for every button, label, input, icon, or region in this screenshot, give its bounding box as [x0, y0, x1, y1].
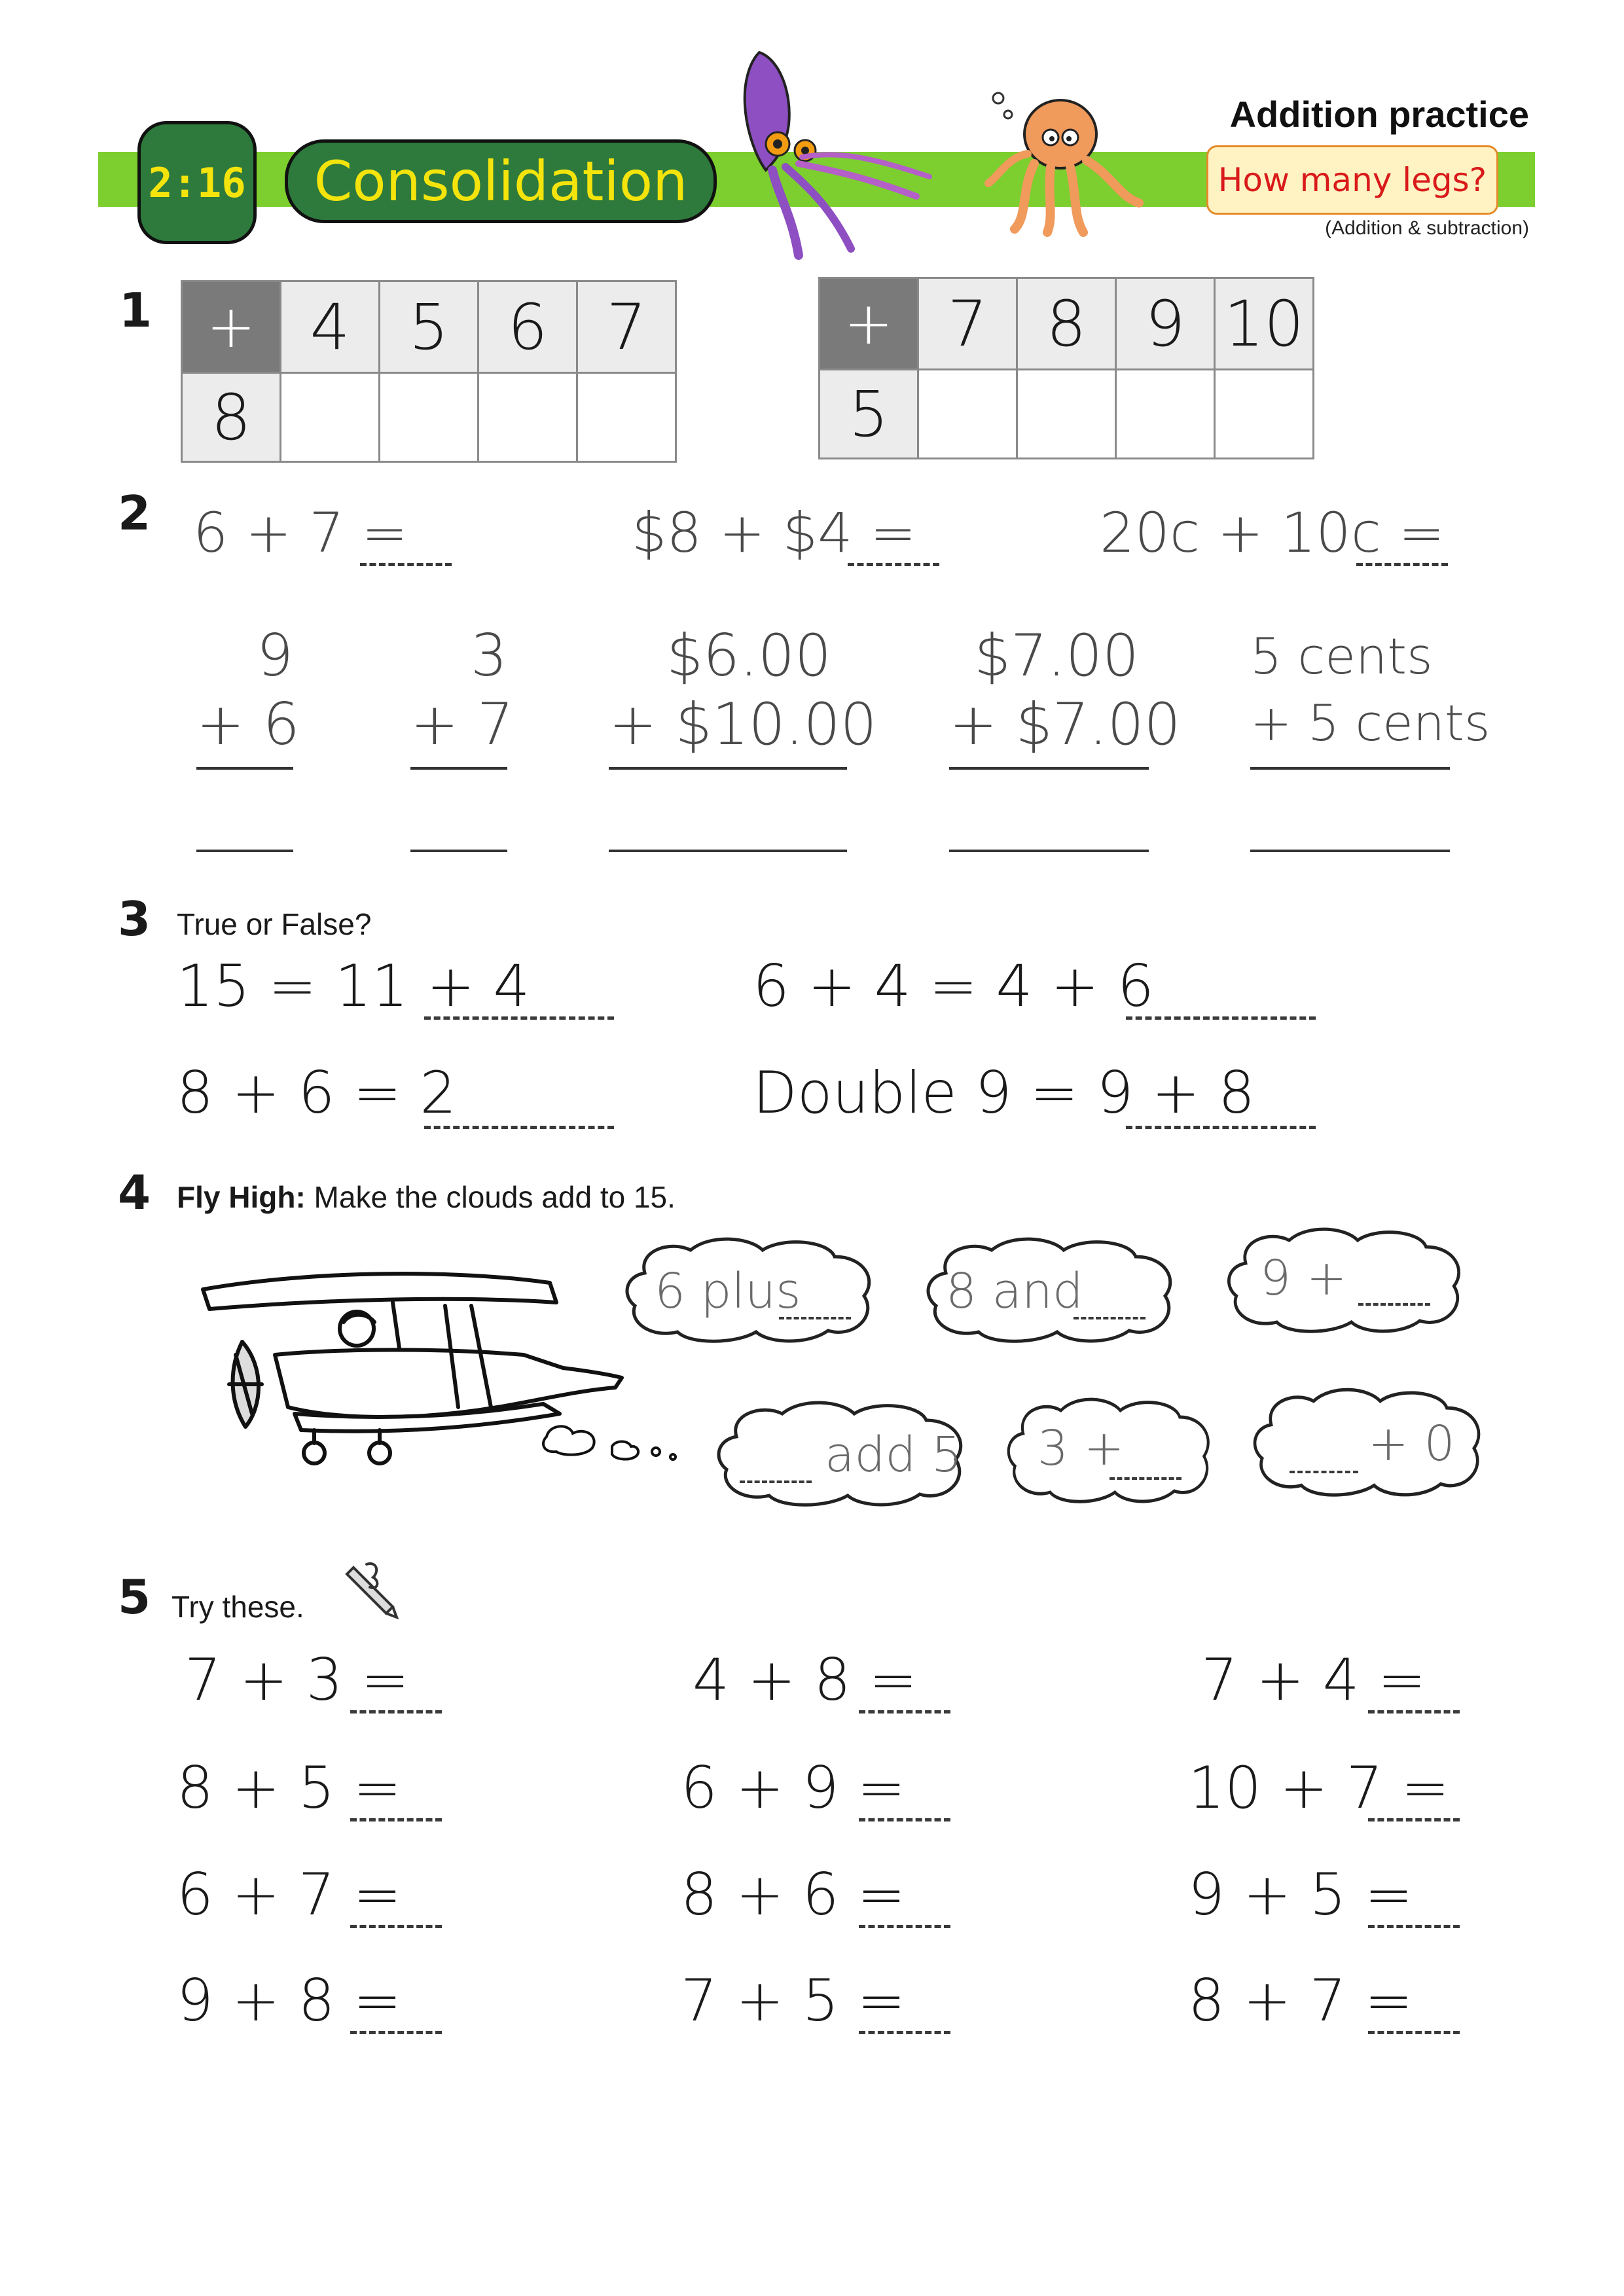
answer-line[interactable] — [609, 850, 847, 852]
question-number-5: 5 — [118, 1570, 151, 1624]
true-false-statement: 15 = 11 + 4 — [177, 952, 530, 1020]
answer-cell[interactable] — [577, 373, 676, 462]
cloud-answer-blank[interactable] — [1074, 1317, 1146, 1319]
answer-blank[interactable] — [859, 1818, 950, 1821]
vertical-top: 3 — [471, 622, 507, 689]
q5-instruction: Try these. — [171, 1590, 304, 1624]
vertical-top: 5 cents — [1250, 627, 1433, 685]
answer-blank[interactable] — [350, 1710, 442, 1713]
page-title: Consolidation — [314, 149, 688, 213]
vertical-bottom: + 7 — [410, 691, 514, 758]
topic-label: (Addition & subtraction) — [1325, 217, 1529, 239]
cloud-answer-blank[interactable] — [1290, 1471, 1358, 1473]
table-operator: + — [182, 281, 281, 373]
biplane-illustration — [183, 1257, 694, 1492]
q4-label: Fly High: — [177, 1180, 306, 1214]
answer-blank[interactable] — [424, 1126, 614, 1129]
octopus-illustration — [982, 85, 1152, 242]
answer-blank[interactable] — [1368, 2031, 1460, 2034]
answer-cell[interactable] — [478, 373, 577, 462]
table-header-cell: 9 — [1116, 278, 1215, 370]
cloud — [1247, 1384, 1489, 1499]
answer-line[interactable] — [949, 850, 1149, 852]
inline-sum: 6 + 7 = — [193, 501, 408, 565]
answer-blank[interactable] — [350, 1818, 442, 1821]
question-number-1: 1 — [119, 283, 153, 338]
table-row-header: 8 — [182, 373, 281, 462]
answer-blank[interactable] — [424, 1016, 614, 1020]
answer-blank[interactable] — [859, 2031, 950, 2034]
answer-blank[interactable] — [1368, 1818, 1460, 1821]
table-header-cell: 7 — [918, 278, 1017, 370]
answer-line[interactable] — [196, 850, 293, 852]
true-false-statement: 8 + 6 = 2 — [177, 1059, 457, 1126]
inline-sum: $8 + $4 = — [632, 501, 916, 565]
addition-problem: 6 + 7 = — [177, 1861, 402, 1928]
cloud — [619, 1234, 880, 1345]
addition-problem: 8 + 7 = — [1188, 1967, 1413, 2034]
addition-problem: 10 + 7 = — [1188, 1754, 1450, 1821]
sum-line — [609, 767, 847, 770]
cloud-text: + 0 — [1368, 1416, 1455, 1472]
table-operator: + — [820, 278, 918, 370]
cloud-text: 3 + — [1038, 1420, 1125, 1477]
answer-blank[interactable] — [350, 2031, 442, 2034]
question-number-3: 3 — [118, 891, 151, 946]
table-row-header: 5 — [820, 370, 918, 459]
cloud-answer-blank[interactable] — [740, 1480, 812, 1483]
answer-blank[interactable] — [1126, 1016, 1316, 1020]
answer-blank[interactable] — [1368, 1710, 1460, 1713]
answer-blank[interactable] — [1368, 1925, 1460, 1928]
cloud-text: 6 plus — [655, 1263, 801, 1319]
inline-sum: 20c + 10c = — [1100, 501, 1445, 565]
sum-line — [1250, 767, 1450, 770]
answer-blank[interactable] — [1126, 1126, 1316, 1129]
addition-problem: 7 + 5 = — [681, 1967, 906, 2034]
addition-problem: 8 + 5 = — [177, 1754, 402, 1821]
vertical-top: 9 — [257, 622, 293, 689]
cloud — [710, 1397, 972, 1509]
table-header-cell: 5 — [380, 281, 478, 373]
squid-illustration — [720, 46, 943, 268]
vertical-bottom: + $7.00 — [949, 691, 1181, 758]
cloud — [1001, 1394, 1218, 1505]
cloud-text: 8 and — [946, 1263, 1083, 1319]
answer-cell[interactable] — [281, 373, 380, 462]
cloud-answer-blank[interactable] — [779, 1317, 851, 1319]
answer-cell[interactable] — [1215, 370, 1314, 459]
cloud-text: 9 + — [1260, 1250, 1347, 1306]
answer-cell[interactable] — [1017, 370, 1116, 459]
answer-blank[interactable] — [859, 1710, 950, 1713]
addition-problem: 9 + 8 = — [177, 1967, 402, 2034]
title-pill — [285, 139, 717, 223]
table-header-cell: 10 — [1215, 278, 1314, 370]
subtitle: How many legs? — [1218, 161, 1487, 199]
addition-table-b — [818, 277, 1314, 459]
q4-instruction-line — [177, 1179, 676, 1215]
cloud-answer-blank[interactable] — [1358, 1303, 1430, 1306]
section-title: Addition practice — [1229, 94, 1529, 135]
vertical-bottom: + 6 — [196, 691, 300, 758]
answer-cell[interactable] — [918, 370, 1017, 459]
lesson-code-badge — [137, 121, 257, 244]
answer-blank[interactable] — [1356, 563, 1448, 566]
question-number-4: 4 — [118, 1165, 151, 1220]
answer-blank[interactable] — [350, 1925, 442, 1928]
cloud-answer-blank[interactable] — [1110, 1477, 1182, 1480]
sum-line — [196, 767, 293, 770]
addition-problem: 6 + 9 = — [681, 1754, 906, 1821]
addition-problem: 8 + 6 = — [681, 1861, 906, 1928]
q3-instruction: True or False? — [177, 907, 372, 941]
answer-blank[interactable] — [848, 563, 939, 566]
addition-problem: 7 + 4 = — [1201, 1646, 1426, 1713]
table-header-cell: 4 — [281, 281, 380, 373]
subtitle-box — [1206, 145, 1498, 215]
vertical-top: $6.00 — [666, 622, 831, 689]
cloud — [1221, 1224, 1470, 1335]
sum-line — [949, 767, 1149, 770]
answer-blank[interactable] — [360, 563, 452, 566]
answer-blank[interactable] — [859, 1925, 950, 1928]
addition-problem: 7 + 3 = — [185, 1646, 410, 1713]
question-number-2: 2 — [118, 486, 151, 541]
true-false-statement: 6 + 4 = 4 + 6 — [753, 952, 1154, 1020]
addition-problem: 9 + 5 = — [1188, 1861, 1413, 1928]
vertical-bottom: + $10.00 — [609, 691, 877, 758]
table-header-cell: 7 — [577, 281, 676, 373]
vertical-bottom: + 5 cents — [1250, 694, 1490, 752]
sum-line — [410, 767, 507, 770]
answer-cell[interactable] — [1116, 370, 1215, 459]
q4-instruction: Make the clouds add to 15. — [314, 1180, 676, 1214]
table-header-cell: 6 — [478, 281, 577, 373]
answer-line[interactable] — [1250, 850, 1450, 852]
pencil-icon — [340, 1561, 399, 1620]
addition-problem: 4 + 8 = — [693, 1646, 918, 1713]
cloud — [920, 1234, 1182, 1345]
answer-line[interactable] — [410, 850, 507, 852]
answer-cell[interactable] — [380, 373, 478, 462]
addition-table-a — [181, 280, 677, 463]
true-false-statement: Double 9 = 9 + 8 — [753, 1059, 1255, 1126]
table-header-cell: 8 — [1017, 278, 1116, 370]
vertical-top: $7.00 — [974, 622, 1139, 689]
lesson-code: 2:16 — [148, 158, 246, 207]
cloud-text: add 5 — [825, 1427, 962, 1483]
